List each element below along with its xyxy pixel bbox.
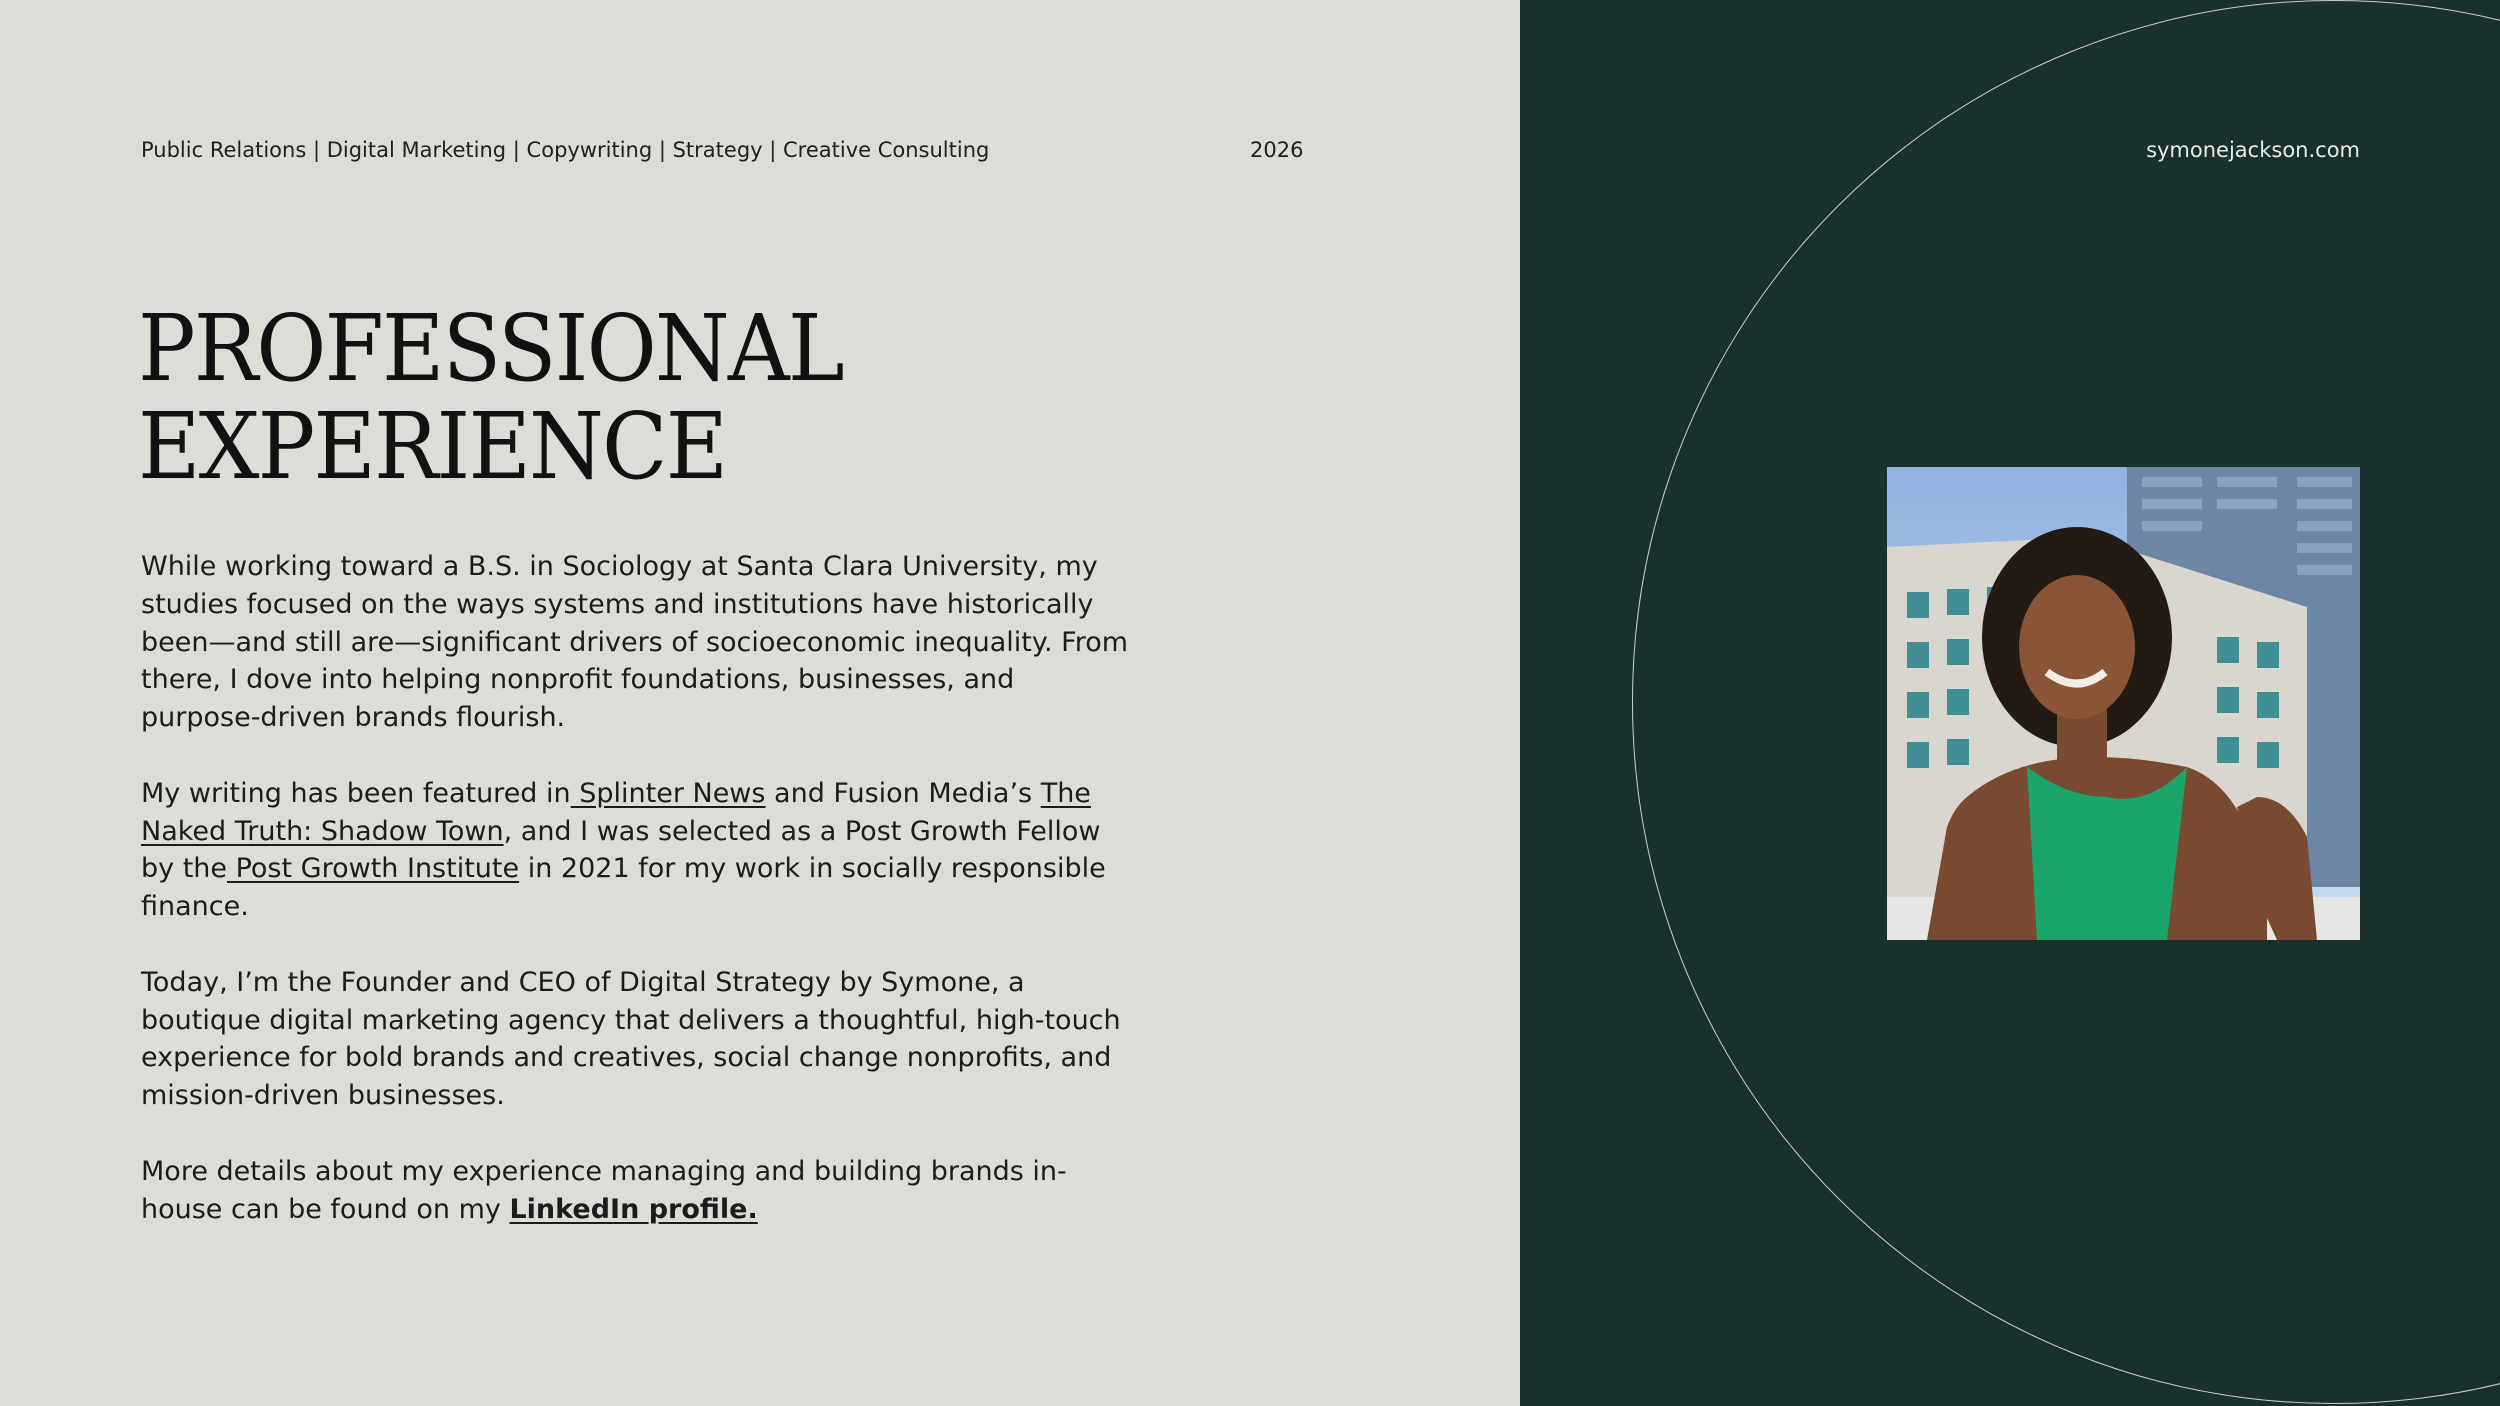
paragraph-writing (141, 775, 1141, 926)
year-label: 2026 (1250, 138, 1304, 162)
page-title-line-2: EXPERIENCE (138, 393, 727, 500)
linkedin-profile-link[interactable]: LinkedIn profile. (509, 1193, 758, 1225)
paragraph-linkedin-text: More details about my experience managing and building brands in-house can be found on my (141, 1155, 1067, 1225)
body-text (141, 548, 1141, 1266)
paragraph-linkedin (141, 1153, 1141, 1229)
paragraph-current-role: Today, I’m the Founder and CEO of Digital Strategy by Symone, a boutique digital marketing agency that delivers a thoughtful, high-touch experience for bold brands and creatives, social change nonprofits, and mission-driven businesses. (141, 966, 1121, 1112)
page-title-line-1: PROFESSIONAL (138, 295, 843, 402)
paragraph-writing-text-4: in 2021 for my work in socially responsible finance. (141, 853, 1106, 923)
website-label: symonejackson.com (2146, 138, 2360, 162)
paragraph-writing-text-2: and Fusion Media’s (765, 777, 1041, 809)
portrait-illustration (1887, 467, 2360, 940)
post-growth-institute-link[interactable]: Post Growth Institute (227, 853, 520, 885)
portrait-photo (1887, 467, 2360, 940)
paragraph-education: While working toward a B.S. in Sociology at Santa Clara University, my studies focused on the ways systems and institutions have historically been—and still are—significant drivers of socioeconomic inequality. From there, I dove into helping nonprofit foundations, businesses, and purpose-driven brands flourish. (141, 551, 1129, 734)
page-title (138, 295, 843, 500)
paragraph-writing-text-3: , and I was selected as a Post Growth Fellow by the (141, 815, 1101, 885)
services-list: Public Relations | Digital Marketing | Copywriting | Strategy | Creative Consulting (141, 138, 990, 162)
splinter-news-link[interactable]: Splinter News (570, 777, 766, 809)
naked-truth-link[interactable]: The Naked Truth: Shadow Town (141, 777, 1091, 847)
paragraph-writing-text-1: My writing has been featured in (141, 777, 571, 809)
